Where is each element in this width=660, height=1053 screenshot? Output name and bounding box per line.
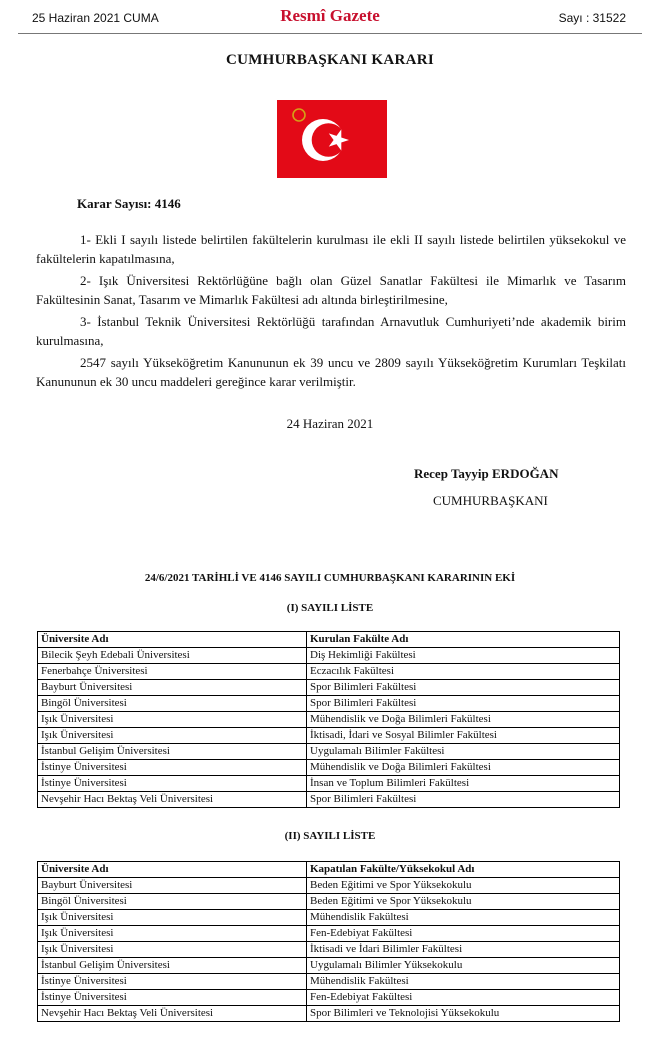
faculty-name-cell: Mühendislik ve Doğa Bilimleri Fakültesi [307, 712, 620, 728]
faculty-name-cell: Mühendislik Fakültesi [307, 910, 620, 926]
faculty-name-cell: Fen-Edebiyat Fakültesi [307, 926, 620, 942]
table-row [38, 878, 620, 894]
university-name-cell: Nevşehir Hacı Bektaş Veli Üniversitesi [38, 1006, 307, 1022]
university-name-cell: Bayburt Üniversitesi [38, 878, 307, 894]
faculty-name-cell: Eczacılık Fakültesi [307, 664, 620, 680]
university-name-cell: Işık Üniversitesi [38, 728, 307, 744]
decision-paragraph-2: 2- Işık Üniversitesi Rektörlüğüne bağlı olan Güzel Sanatlar Fakültesi ile Mimarlık ve Tasarım Fakültesinin Sanat, Tasarım ve Mimarlık Fakültesi adı altında birleştirilmesine, [36, 273, 626, 307]
gazette-name: Resmî Gazete [280, 6, 380, 25]
table-row [38, 648, 620, 664]
decision-paragraph-1: 1- Ekli I sayılı listede belirtilen fakültelerin kurulması ile ekli II sayılı listede belirtilen yüksekokul ve fakültelerin kapatılmasına, [36, 232, 626, 266]
table-row [38, 958, 620, 974]
faculty-name-cell: Spor Bilimleri Fakültesi [307, 696, 620, 712]
decision-number: Karar Sayısı: 4146 [77, 196, 181, 211]
gazette-header [0, 0, 660, 36]
university-name-cell: İstanbul Gelişim Üniversitesi [38, 744, 307, 760]
list1-table [37, 631, 620, 808]
faculty-name-cell: Spor Bilimleri ve Teknolojisi Yüksekokulu [307, 1006, 620, 1022]
table-row [38, 910, 620, 926]
table-row [38, 926, 620, 942]
faculty-name-cell: Fen-Edebiyat Fakültesi [307, 990, 620, 1006]
table-row [38, 776, 620, 792]
faculty-name-cell: Beden Eğitimi ve Spor Yüksekokulu [307, 878, 620, 894]
university-name-cell: Fenerbahçe Üniversitesi [38, 664, 307, 680]
decision-date: 24 Haziran 2021 [286, 416, 374, 431]
university-name-cell: İstinye Üniversitesi [38, 776, 307, 792]
university-name-cell: Bilecik Şeyh Edebali Üniversitesi [38, 648, 307, 664]
list2-body [38, 878, 620, 1022]
university-name-cell: Işık Üniversitesi [38, 712, 307, 728]
header-date: 25 Haziran 2021 CUMA [32, 11, 159, 25]
table-row [38, 990, 620, 1006]
annex-title: 24/6/2021 TARİHLİ VE 4146 SAYILI CUMHURBAŞKANI KARARININ EKİ [144, 572, 516, 584]
signatory-name: Recep Tayyip ERDOĞAN [414, 466, 559, 481]
list1-title: (I) SAYILI LİSTE [286, 602, 374, 614]
column-header: Kapatılan Fakülte/Yüksekokul Adı [307, 862, 620, 878]
university-name-cell: Işık Üniversitesi [38, 910, 307, 926]
table-row [38, 712, 620, 728]
university-name-cell: Bingöl Üniversitesi [38, 894, 307, 910]
issue-number: Sayı : 31522 [558, 11, 626, 25]
faculty-name-cell: Beden Eğitimi ve Spor Yüksekokulu [307, 894, 620, 910]
column-header: Üniversite Adı [38, 632, 307, 648]
decision-paragraph-4: 2547 sayılı Yükseköğretim Kanununun ek 39 uncu ve 2809 sayılı Yükseköğretim Kurumları Teşkilatı Kanununun ek 30 uncu maddeleri gereğince karar verilmiştir. [36, 355, 626, 389]
list2-title: (II) SAYILI LİSTE [284, 830, 376, 842]
university-name-cell: İstanbul Gelişim Üniversitesi [38, 958, 307, 974]
faculty-name-cell: Uygulamalı Bilimler Fakültesi [307, 744, 620, 760]
faculty-name-cell: Spor Bilimleri Fakültesi [307, 680, 620, 696]
faculty-name-cell: İktisadi, İdari ve Sosyal Bilimler Fakültesi [307, 728, 620, 744]
faculty-name-cell: Mühendislik Fakültesi [307, 974, 620, 990]
turkish-flag-icon [277, 100, 387, 178]
faculty-name-cell: Uygulamalı Bilimler Yüksekokulu [307, 958, 620, 974]
signatory-title: CUMHURBAŞKANI [433, 493, 548, 508]
faculty-name-cell: İktisadi ve İdari Bilimler Fakültesi [307, 942, 620, 958]
table-row [38, 792, 620, 808]
faculty-name-cell: İnsan ve Toplum Bilimleri Fakültesi [307, 776, 620, 792]
table-row [38, 942, 620, 958]
university-name-cell: Bayburt Üniversitesi [38, 680, 307, 696]
faculty-name-cell: Spor Bilimleri Fakültesi [307, 792, 620, 808]
faculty-name-cell: Diş Hekimliği Fakültesi [307, 648, 620, 664]
decision-paragraph-3: 3- İstanbul Teknik Üniversitesi Rektörlüğü tarafından Arnavutluk Cumhuriyeti’nde akademik birim kurulmasına, [36, 314, 626, 348]
table-row [38, 680, 620, 696]
university-name-cell: İstinye Üniversitesi [38, 974, 307, 990]
table-row [38, 728, 620, 744]
university-name-cell: İstinye Üniversitesi [38, 760, 307, 776]
university-name-cell: Işık Üniversitesi [38, 926, 307, 942]
list1-body [38, 648, 620, 808]
table-header-row [38, 862, 620, 878]
table-row [38, 760, 620, 776]
list2-table [37, 861, 620, 1022]
university-name-cell: Nevşehir Hacı Bektaş Veli Üniversitesi [38, 792, 307, 808]
document-title: CUMHURBAŞKANI KARARI [225, 52, 435, 68]
table-row [38, 744, 620, 760]
faculty-name-cell: Mühendislik ve Doğa Bilimleri Fakültesi [307, 760, 620, 776]
table-row [38, 974, 620, 990]
column-header: Üniversite Adı [38, 862, 307, 878]
table-row [38, 894, 620, 910]
column-header: Kurulan Fakülte Adı [307, 632, 620, 648]
university-name-cell: Bingöl Üniversitesi [38, 696, 307, 712]
header-divider [18, 33, 642, 34]
table-header-row [38, 632, 620, 648]
table-row [38, 696, 620, 712]
university-name-cell: İstinye Üniversitesi [38, 990, 307, 1006]
university-name-cell: Işık Üniversitesi [38, 942, 307, 958]
table-row [38, 664, 620, 680]
table-row [38, 1006, 620, 1022]
